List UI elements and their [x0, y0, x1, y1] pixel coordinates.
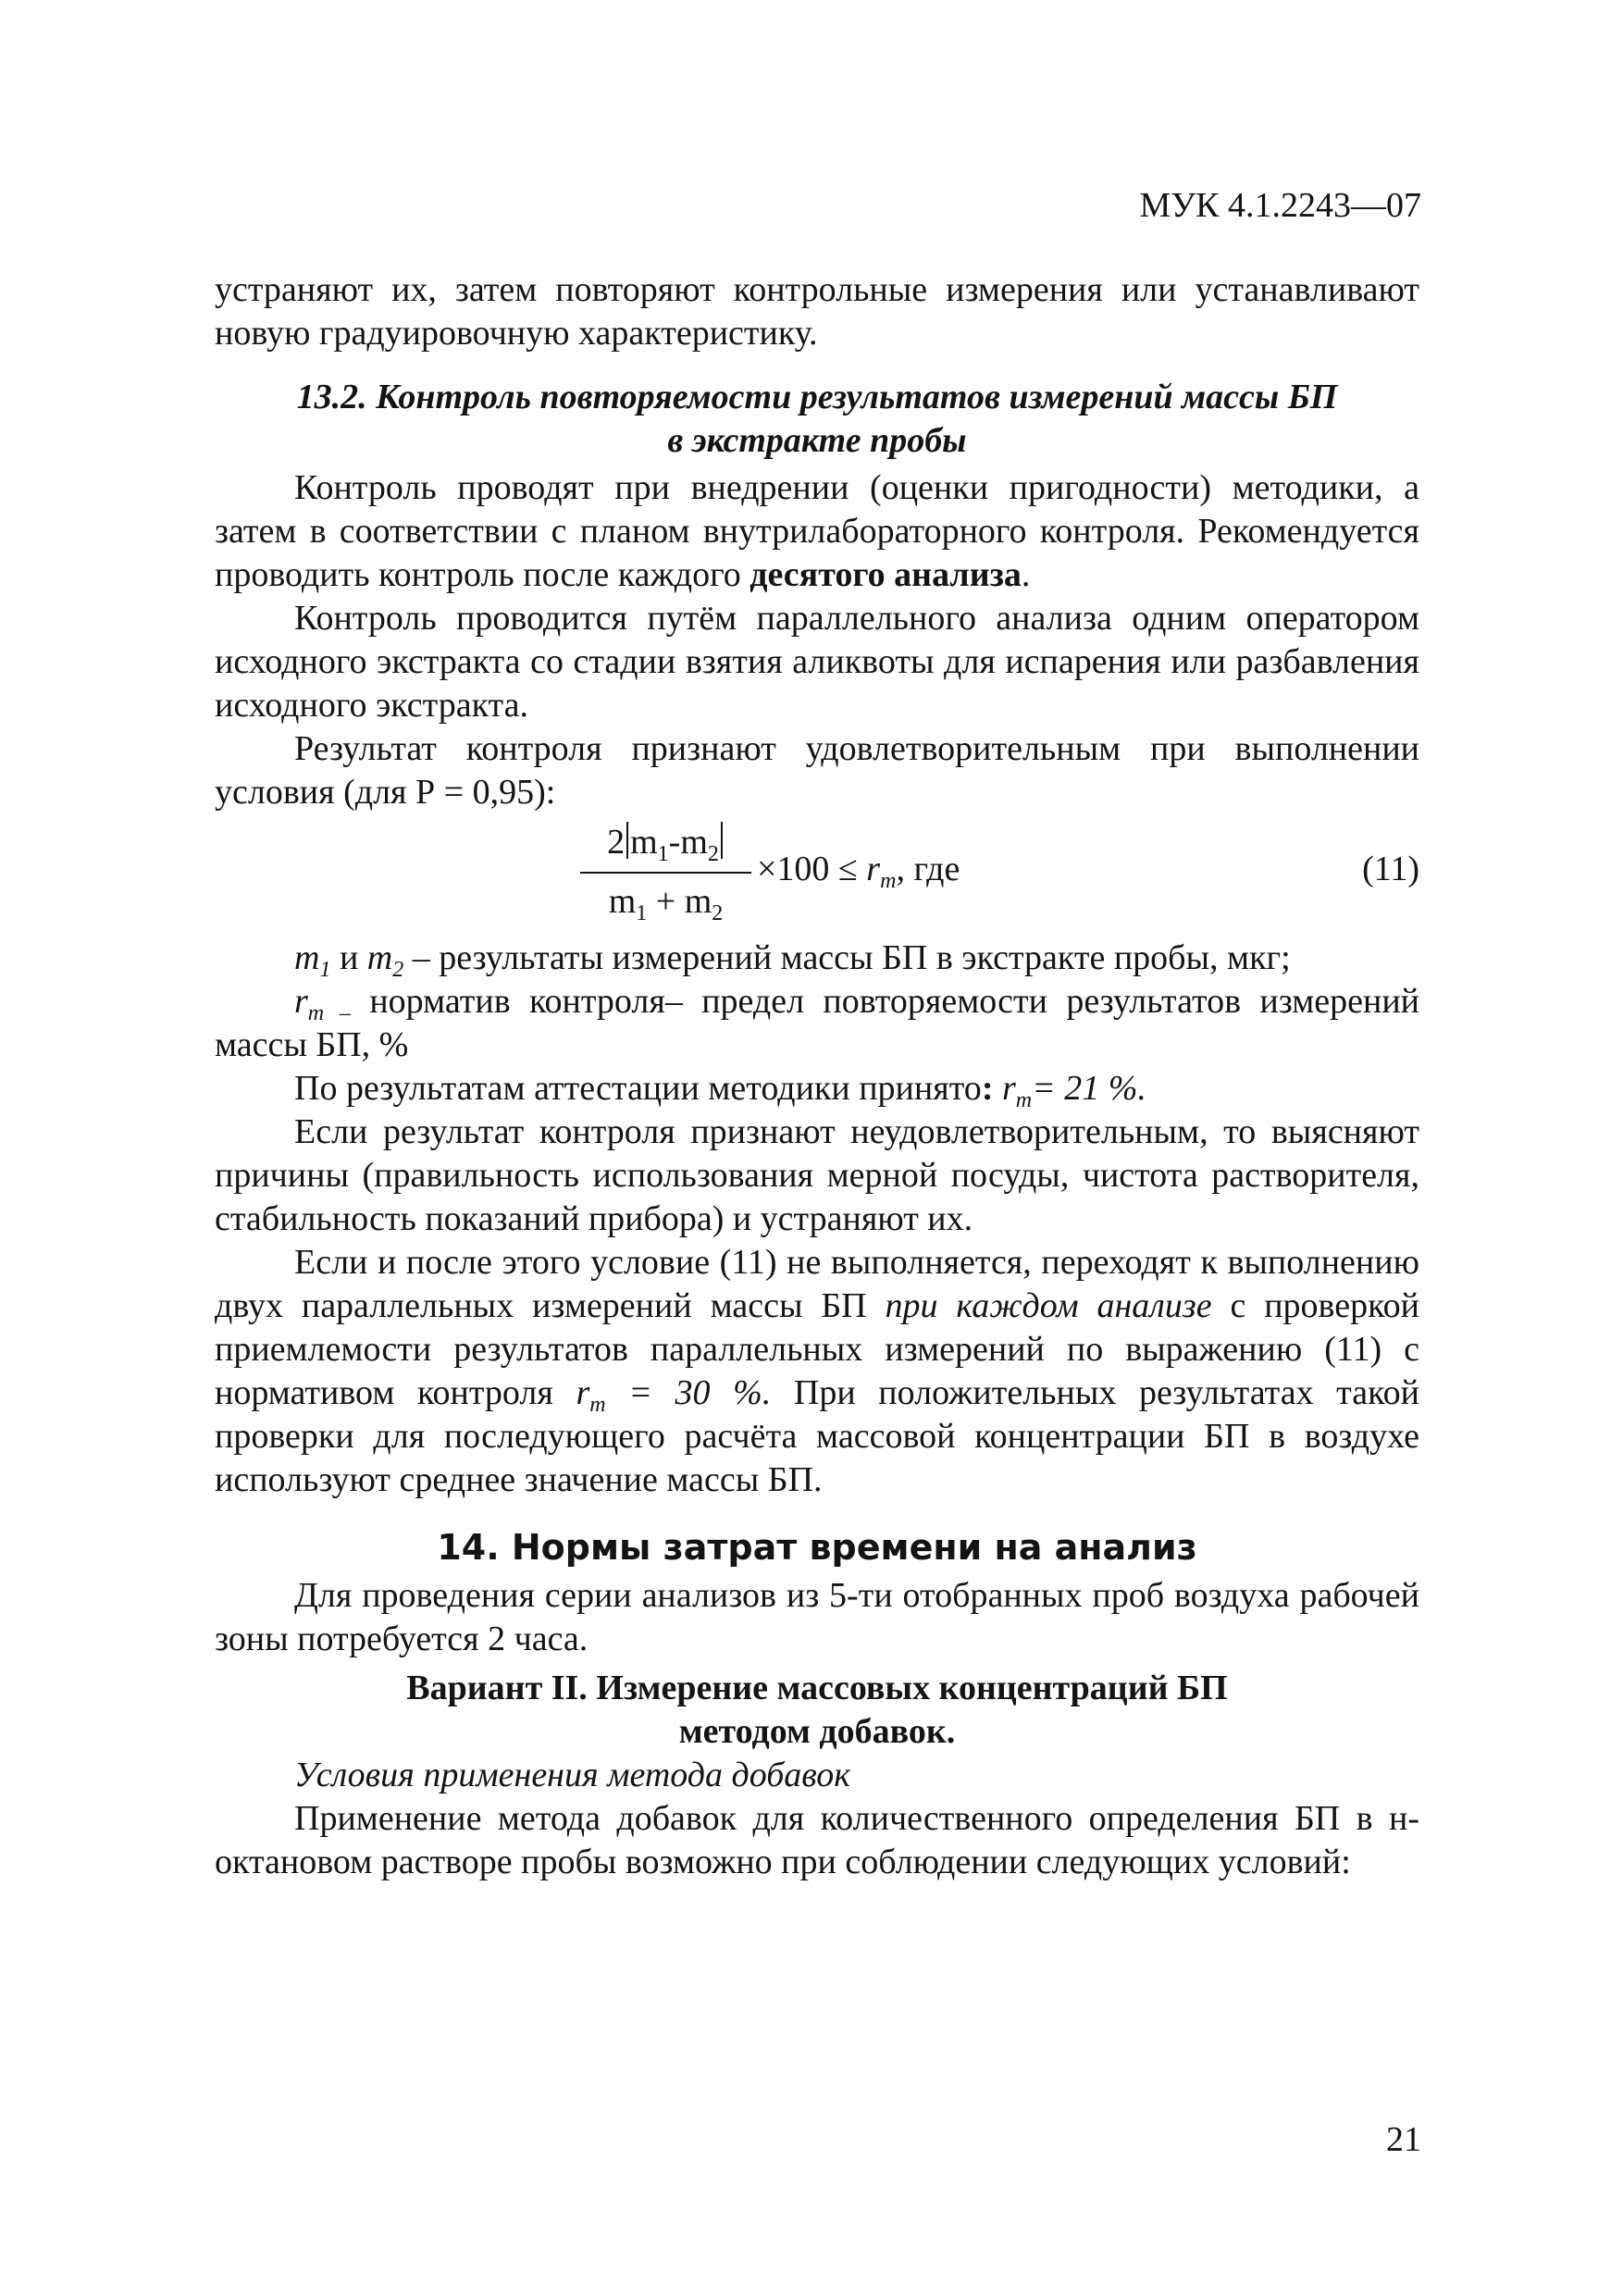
- p6-r: r: [576, 1373, 590, 1412]
- p1-end-text: .: [1021, 555, 1031, 594]
- formula-r-sub: m: [880, 869, 897, 893]
- formula-minus-m2: -m: [668, 823, 708, 862]
- def-r-sub: m –: [307, 1001, 351, 1025]
- formula-where: , где: [896, 850, 960, 888]
- section-13-2-title-line1: 13.2. Контроль повторяемости результатов измерений массы БП: [296, 378, 1338, 416]
- def-and: и: [330, 938, 367, 977]
- page-content: [215, 268, 1419, 1884]
- paragraph-continuation: устраняют их, затем повторяют контрольные измерения или устанавливают новую градуировочную характеристику.: [215, 270, 1419, 353]
- def-m2-sub: 2: [392, 958, 404, 982]
- paragraph-time-norms: Для проведения серии анализов из 5-ти отобранных проб воздуха рабочей зоны потребуется 2 часа.: [215, 1576, 1419, 1658]
- formula-r: r: [866, 850, 881, 888]
- p6-mid: с проверкой приемлемости результатов параллельных измерений по выражению (11) с нормативом контроля: [215, 1286, 1419, 1412]
- formula-sub1: 1: [657, 842, 669, 866]
- formula-coefficient: 2: [607, 823, 626, 862]
- abs-bar-right: [721, 822, 723, 859]
- def-m-text: – результаты измерений массы БП в экстракте пробы, мкг;: [403, 938, 1291, 977]
- paragraph-unsatisfactory: Если результат контроля признают неудовлетворительным, то выясняют причины (правильность использования мерной посуды, чистота растворителя, стабильность показаний прибора) и устраняют их.: [215, 1112, 1419, 1238]
- paragraph-result-condition: Результат контроля признают удовлетворительным при выполнении условия (для Р = 0,95):: [215, 729, 1419, 812]
- variant-2-title-line1: Вариант II. Измерение массовых концентраций БП: [406, 1669, 1228, 1707]
- p4-r: r: [1001, 1069, 1016, 1108]
- formula-tail: [757, 848, 960, 891]
- p4-text: По результатам аттестации методики принято: [294, 1069, 982, 1108]
- formula-m1: m: [630, 823, 658, 862]
- variant-2-title-line2: методом добавок.: [678, 1712, 956, 1751]
- def-m1: m: [294, 938, 320, 977]
- p6-italic: при каждом анализе: [885, 1286, 1212, 1325]
- formula-den-m1: m: [608, 882, 637, 921]
- def-m2: m: [366, 938, 393, 977]
- def-m1-sub: 1: [319, 958, 331, 982]
- paragraph-parallel-measurements: [215, 1241, 1419, 1502]
- p6-r-sub: m: [589, 1393, 606, 1417]
- section-13-2-title-line2: в экстракте пробы: [667, 421, 967, 460]
- variant-2-heading: [215, 1667, 1419, 1754]
- definition-m1-m2: [215, 937, 1419, 980]
- abs-bar-left: [626, 822, 628, 859]
- formula-denominator: [580, 874, 751, 927]
- def-r: r: [294, 982, 308, 1021]
- paragraph-additions-method: Применение метода добавок для количественного определения БП в н-октановом растворе пробы возможно при соблюдении следующих условий:: [215, 1799, 1419, 1881]
- p1-start-text: Контроль проводят при внедрении (оценки пригодности) методики, а затем в соответствии с планом внутрилабораторного контроля. Рекомендуется проводить контроль после каждого: [215, 468, 1419, 594]
- variant-2-subtitle: Условия применения метода добавок: [294, 1756, 851, 1794]
- section-14-heading: 14. Нормы затрат времени на анализ: [437, 1527, 1197, 1568]
- formula-den-plus-m2: + m: [647, 882, 712, 921]
- page-number: 21: [1386, 2120, 1421, 2159]
- definition-rm: [215, 980, 1419, 1067]
- p6-start: Если и после этого условие (11) не выполняется, переходят к выполнению двух параллельных измерений массы БП: [215, 1243, 1419, 1325]
- paragraph-control-intro: [215, 466, 1419, 597]
- section-13-2-heading: [215, 376, 1419, 463]
- formula-11: [215, 816, 1419, 931]
- paragraph-parallel-analysis: Контроль проводится путём параллельного анализа одним оператором исходного экстракта со стадии взятия аликвоты для испарения или разбавления исходного экстракта.: [215, 599, 1419, 725]
- p6-value: = 30 %.: [605, 1373, 772, 1412]
- p4-colon: :: [981, 1069, 1002, 1108]
- document-code: МУК 4.1.2243—07: [1139, 186, 1421, 225]
- formula-numerator: [580, 816, 751, 874]
- formula-times: ×100 ≤: [757, 850, 867, 888]
- p6-end: При положительных результатах такой проверки для последующего расчёта массовой концентрации БП в воздухе используют среднее значение массы БП.: [215, 1373, 1419, 1499]
- def-r-text: норматив контроля– предел повторяемости результатов измерений массы БП, %: [215, 982, 1419, 1064]
- p1-bold-text: десятого анализа: [750, 555, 1022, 594]
- p4-r-sub: m: [1015, 1088, 1033, 1112]
- paragraph-attestation: [215, 1067, 1419, 1111]
- formula-den-sub2: 2: [712, 901, 724, 925]
- formula-den-sub1: 1: [636, 901, 648, 925]
- formula-fraction: [580, 816, 751, 927]
- p4-value: = 21 %.: [1032, 1069, 1146, 1108]
- formula-number: (11): [1362, 850, 1419, 888]
- formula-sub2: 2: [707, 842, 719, 866]
